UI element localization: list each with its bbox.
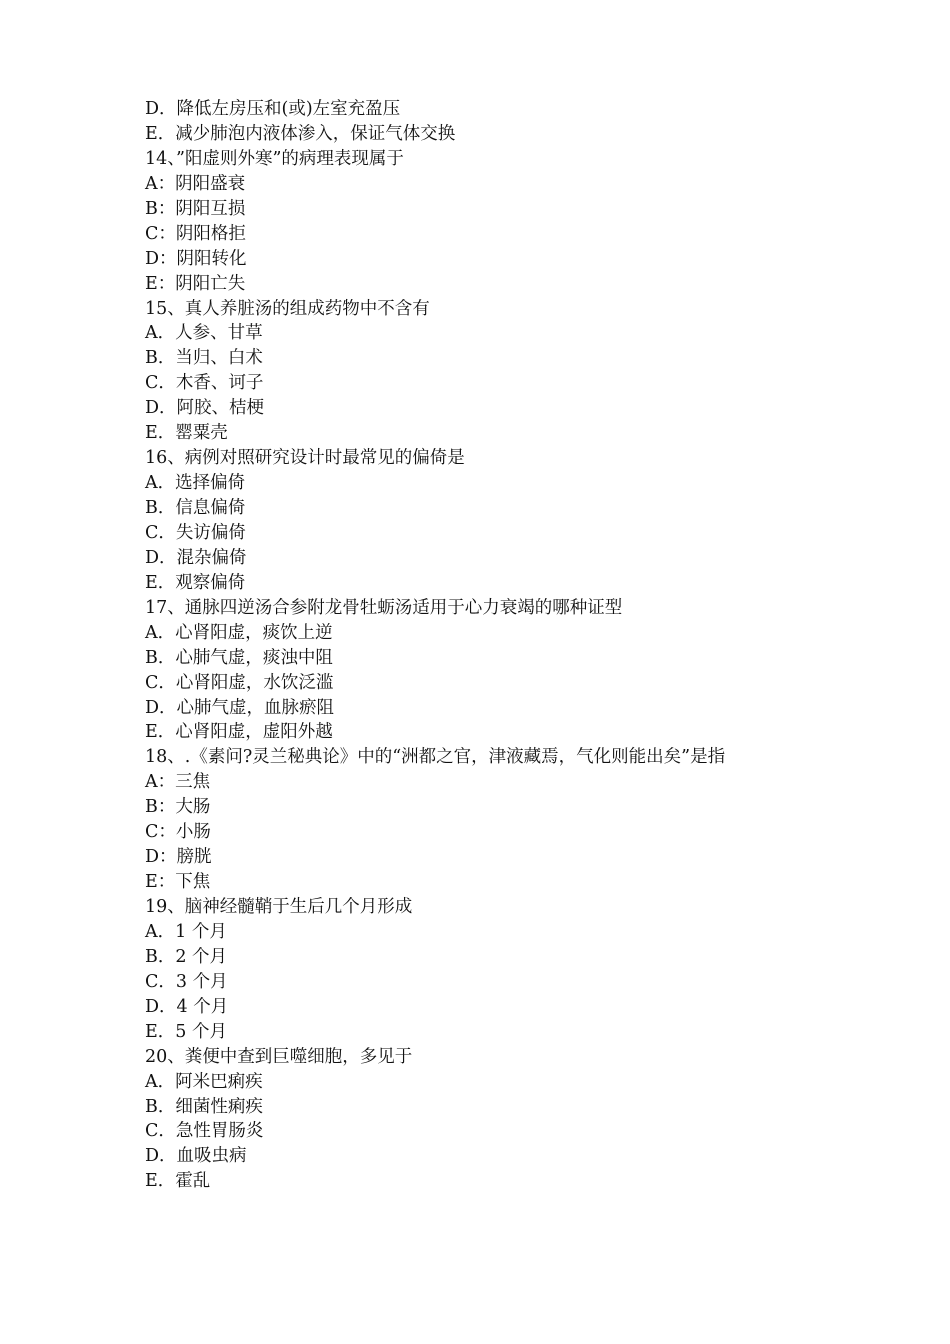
option-line: D．4 个月 [145, 996, 229, 1017]
option-line: B．2 个月 [145, 946, 228, 967]
question-line: 19、脑神经髓鞘于生后几个月形成 [145, 897, 413, 917]
question-list [145, 97, 845, 1194]
option-line: E．观察偏倚 [145, 572, 246, 593]
option-line: C．木香、诃子 [145, 373, 264, 394]
option-line: C．失访偏倚 [145, 522, 246, 543]
option-line: D：阴阳转化 [145, 248, 247, 269]
option-line: B．信息偏倚 [145, 498, 246, 518]
option-line: B：阴阳互损 [145, 198, 246, 219]
option-line: E．5 个月 [145, 1021, 227, 1042]
option-line: A．人参、甘草 [145, 323, 263, 344]
option-line: E．罂粟壳 [145, 423, 228, 444]
option-line: C．心肾阳虚，水饮泛滥 [145, 672, 334, 693]
option-line: E：阴阳亡失 [145, 273, 246, 294]
option-line: E：下焦 [145, 872, 211, 893]
option-line: A：阴阳盛衰 [145, 173, 246, 194]
option-line: A．选择偏倚 [145, 473, 246, 494]
option-line: D．降低左房压和(或)左室充盈压 [145, 99, 401, 119]
option-line: C．急性胃肠炎 [145, 1121, 264, 1142]
option-line: C：小肠 [145, 822, 211, 843]
question-line: 16、病例对照研究设计时最常见的偏倚是 [145, 448, 465, 469]
option-line: C：阴阳格拒 [145, 223, 246, 244]
option-line: A．阿米巴痢疾 [145, 1071, 263, 1092]
option-line: E．减少肺泡内液体渗入，保证气体交换 [145, 123, 456, 144]
option-line: A：三焦 [145, 772, 211, 793]
option-line: B．心肺气虚，痰浊中阻 [145, 647, 333, 668]
question-line: 14、”阳虚则外寒”的病理表现属于 [145, 148, 404, 169]
question-line: 15、真人养脏汤的组成药物中不含有 [145, 298, 430, 319]
option-line: B．细菌性痢疾 [145, 1096, 263, 1117]
question-line: 20、粪便中查到巨噬细胞，多见于 [145, 1046, 413, 1067]
option-line: B．当归、白术 [145, 348, 263, 369]
option-line: E．霍乱 [145, 1171, 211, 1192]
option-line: B：大肠 [145, 797, 211, 818]
option-line: D．混杂偏倚 [145, 547, 247, 568]
option-line: E．心肾阳虚，虚阳外越 [145, 722, 333, 743]
option-line: C．3 个月 [145, 971, 228, 992]
option-line: A．心肾阳虚，痰饮上逆 [145, 622, 333, 643]
option-line: D．心肺气虚，血脉瘀阻 [145, 697, 335, 718]
option-line: D．血吸虫病 [145, 1146, 247, 1167]
option-line: A．1 个月 [145, 921, 227, 942]
question-line: 17、通脉四逆汤合参附龙骨牡蛎汤适用于心力衰竭的哪种证型 [145, 597, 623, 618]
question-line: 18、.《素问?灵兰秘典论》中的“洲都之官，津液藏焉，气化则能出矣”是指 [145, 747, 726, 768]
option-line: D．阿胶、桔梗 [145, 398, 265, 419]
option-line: D：膀胱 [145, 847, 212, 868]
